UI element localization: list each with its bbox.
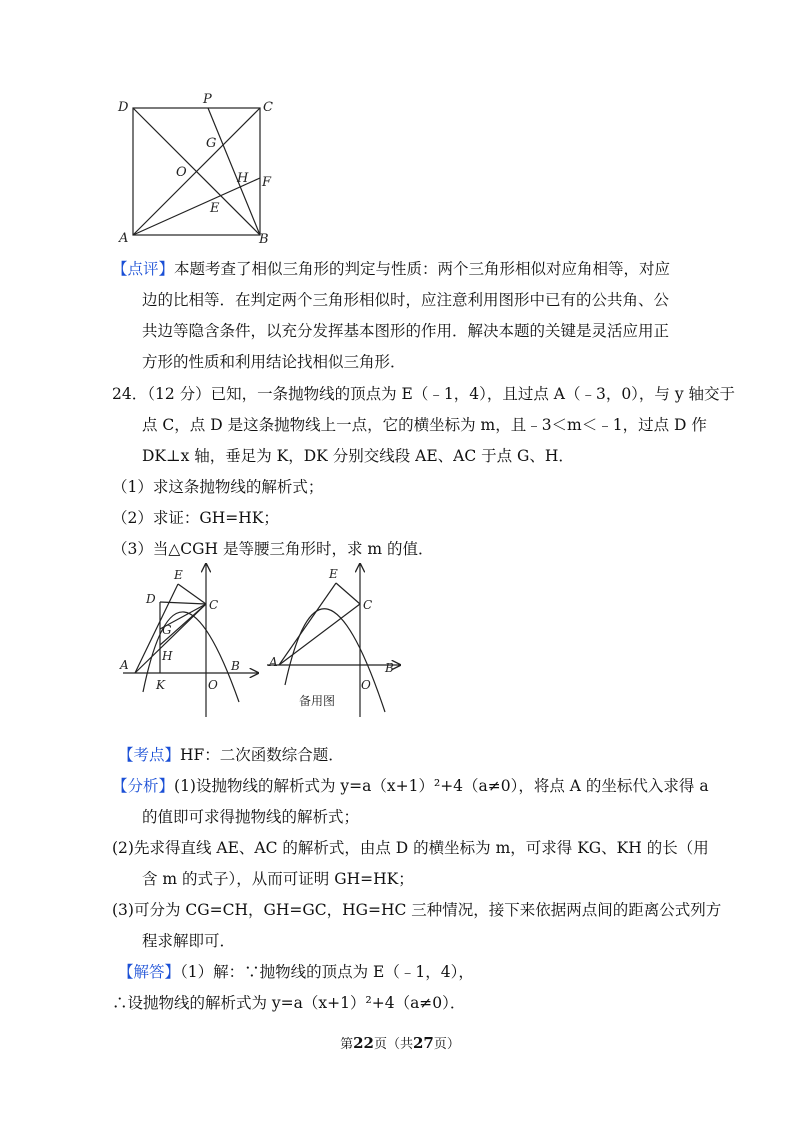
jieda-line-2: ∴设抛物线的解析式为 y=a（x+1）²+4（a≠0）． [112,994,466,1012]
label-C-right: C [363,598,373,612]
label-H: H [237,171,249,186]
label-O: O [176,165,187,180]
label-K-left: K [156,678,165,692]
label-P: P [203,92,212,107]
subquestion-3: （3）当△CGH 是等腰三角形时，求 m 的值． [112,540,434,558]
label-E: E [210,201,220,216]
comment-line-1: 【点评】本题考查了相似三角形的判定与性质：两个三角形相似对应角相等，对应 [112,260,671,278]
segment-DC-left [160,602,206,604]
label-A: A [119,231,129,246]
jieda-line-1: 【解答】（1）解：∵抛物线的顶点为 E（﹣1，4）， [118,963,474,981]
label-A-right: A [269,655,278,669]
page-footer: 第22页（共27页） [340,1034,460,1052]
backup-figure-caption: 备用图 [299,694,336,708]
segment-AC-right [279,604,360,665]
label-O-left: O [208,678,218,692]
label-D-left: D [146,592,156,606]
comment-line-3: 共边等隐含条件，以充分发挥基本图形的作用．解决本题的关键是灵活应用正 [142,322,670,340]
square-figure [110,90,285,250]
label-G-left: G [162,623,172,637]
label-H-left: H [162,649,173,663]
fenxi-line-3: (2)先求得直线 AE、AC 的解析式，由点 D 的横坐标为 m，可求得 KG、KH 的长（用 [112,839,709,857]
label-E-right: E [329,567,338,581]
fenxi-line-1: 【分析】(1)设抛物线的解析式为 y=a（x+1）²+4（a≠0），将点 A 的坐标代入求得 a [112,777,709,795]
label-G: G [206,136,217,151]
label-E-left: E [174,568,183,582]
fenxi-line-6: 程求解即可． [142,932,236,950]
subquestion-1: （1）求这条抛物线的解析式； [112,478,324,496]
subquestion-2: （2）求证：GH=HK； [112,509,279,527]
comment-tag: 【点评】 [112,260,175,278]
problem-line-1: 24．（12 分）已知，一条抛物线的顶点为 E（﹣1，4），且过点 A（﹣3，0），与 y 轴交于 [112,385,736,403]
kaodian-tag: 【考点】 [118,746,181,764]
label-B-left: B [231,659,240,673]
comment-line-2: 边的比相等．在判定两个三角形相似时，应注意利用图形中已有的公共角、公 [142,291,670,309]
kaodian-line: 【考点】HF：二次函数综合题． [118,746,344,764]
label-F: F [262,175,272,190]
segment-AF [133,178,260,235]
problem-line-2: 点 C，点 D 是这条抛物线上一点，它的横坐标为 m，且﹣3＜m＜﹣1，过点 D 作 [142,416,707,434]
fenxi-line-5: (3)可分为 CG=CH，GH=GC，HG=HC 三种情况，接下来依据两点间的距离公式列方 [112,901,722,919]
jieda-tag: 【解答】 [118,963,181,981]
current-page: 22 [353,1034,374,1052]
comment-line-4: 方形的性质和利用结论找相似三角形． [142,353,406,371]
fenxi-line-2: 的值即可求得抛物线的解析式； [142,808,360,826]
label-B-right: B [385,661,394,675]
label-C: C [263,100,273,115]
fenxi-tag: 【分析】 [112,777,175,795]
parabola-figure [115,562,405,720]
problem-line-3: DK⊥x 轴，垂足为 K，DK 分别交线段 AE、AC 于点 G、H． [142,447,574,465]
label-B: B [259,232,269,247]
label-A-left: A [120,658,129,672]
segment-EC-right [336,583,360,604]
label-C-left: C [209,598,219,612]
label-D: D [118,100,129,115]
segment-AE-right [279,583,336,665]
fenxi-line-4: 含 m 的式子），从而可证明 GH=HK； [142,870,414,888]
total-pages: 27 [413,1034,434,1052]
segment-EC-left [178,584,206,604]
label-O-right: O [361,678,371,692]
